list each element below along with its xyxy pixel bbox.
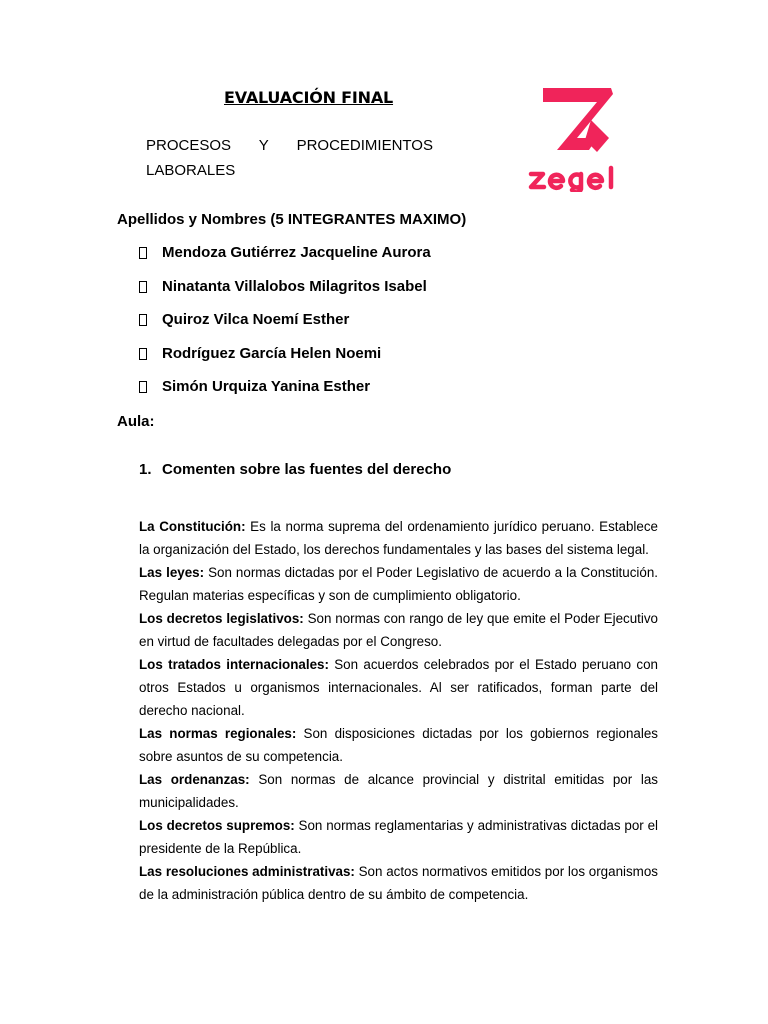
member-name: Quiroz Vilca Noemí Esther — [162, 311, 350, 328]
source-description: Son normas dictadas por el Poder Legislativo de acuerdo a la Constitución. Regulan materias específicas y son de cumplimiento obligatorio. — [139, 565, 658, 603]
members-heading: Apellidos y Nombres (5 INTEGRANTES MAXIMO) — [117, 211, 467, 228]
source-term: La Constitución: — [139, 519, 246, 534]
source-term: Los decretos supremos: — [139, 818, 295, 833]
member-item — [139, 244, 431, 261]
question-heading — [139, 461, 451, 478]
source-paragraph — [139, 653, 658, 722]
source-paragraph — [139, 814, 658, 860]
bullet-icon — [139, 348, 147, 360]
source-description: Son actos normativos emitidos por los organismos de la administración pública dentro de su ámbito de competencia. — [139, 864, 658, 902]
subtitle-line-2: LABORALES — [146, 162, 236, 179]
aula-label: Aula: — [117, 413, 155, 430]
member-item — [139, 378, 370, 395]
answer-body — [139, 515, 658, 906]
subtitle-word: PROCESOS — [146, 137, 232, 154]
source-paragraph — [139, 515, 658, 561]
zegel-logo — [527, 86, 631, 192]
bullet-icon — [139, 281, 147, 293]
zegel-z-mark-icon — [527, 86, 631, 192]
source-term: Los decretos legislativos: — [139, 611, 304, 626]
member-name: Mendoza Gutiérrez Jacqueline Aurora — [162, 244, 431, 261]
source-paragraph — [139, 722, 658, 768]
question-text: Comenten sobre las fuentes del derecho — [162, 461, 452, 478]
subtitle-word: PROCEDIMIENTOS — [296, 137, 433, 154]
question-number: 1. — [139, 461, 152, 478]
bullet-icon — [139, 381, 147, 393]
source-paragraph — [139, 561, 658, 607]
document-title: EVALUACIÓN FINAL — [224, 88, 394, 107]
source-term: Las ordenanzas: — [139, 772, 250, 787]
subtitle-line-1 — [146, 133, 433, 158]
source-paragraph — [139, 768, 658, 814]
source-term: Las leyes: — [139, 565, 205, 580]
bullet-icon — [139, 314, 147, 326]
source-term: Las resoluciones administrativas: — [139, 864, 355, 879]
source-paragraph — [139, 607, 658, 653]
source-term: Los tratados internacionales: — [139, 657, 329, 672]
member-name: Rodríguez García Helen Noemi — [162, 345, 382, 362]
source-description: Son disposiciones dictadas por los gobiernos regionales sobre asuntos de su competencia. — [139, 726, 658, 764]
source-description: Son normas con rango de ley que emite el Poder Ejecutivo en virtud de facultades delegadas por el Congreso. — [139, 611, 659, 649]
member-item — [139, 278, 427, 295]
member-item — [139, 345, 381, 362]
source-description: Son normas reglamentarias y administrativas dictadas por el presidente de la República. — [139, 818, 658, 856]
course-subtitle — [146, 133, 433, 183]
member-name: Ninatanta Villalobos Milagritos Isabel — [162, 278, 427, 295]
bullet-icon — [139, 247, 147, 259]
source-term: Las normas regionales: — [139, 726, 297, 741]
source-description: Son acuerdos celebrados por el Estado peruano con otros Estados u organismos internacionales. Al ser ratificados, forman parte del derecho nacional. — [139, 657, 658, 718]
source-paragraph — [139, 860, 658, 906]
member-item — [139, 311, 349, 328]
member-name: Simón Urquiza Yanina Esther — [162, 378, 371, 395]
source-description: Es la norma suprema del ordenamiento jurídico peruano. Establece la organización del Estado, los derechos fundamentales y las bases del sistema legal. — [139, 519, 658, 557]
source-description: Son normas de alcance provincial y distrital emitidas por las municipalidades. — [139, 772, 658, 810]
subtitle-word: Y — [258, 137, 269, 154]
